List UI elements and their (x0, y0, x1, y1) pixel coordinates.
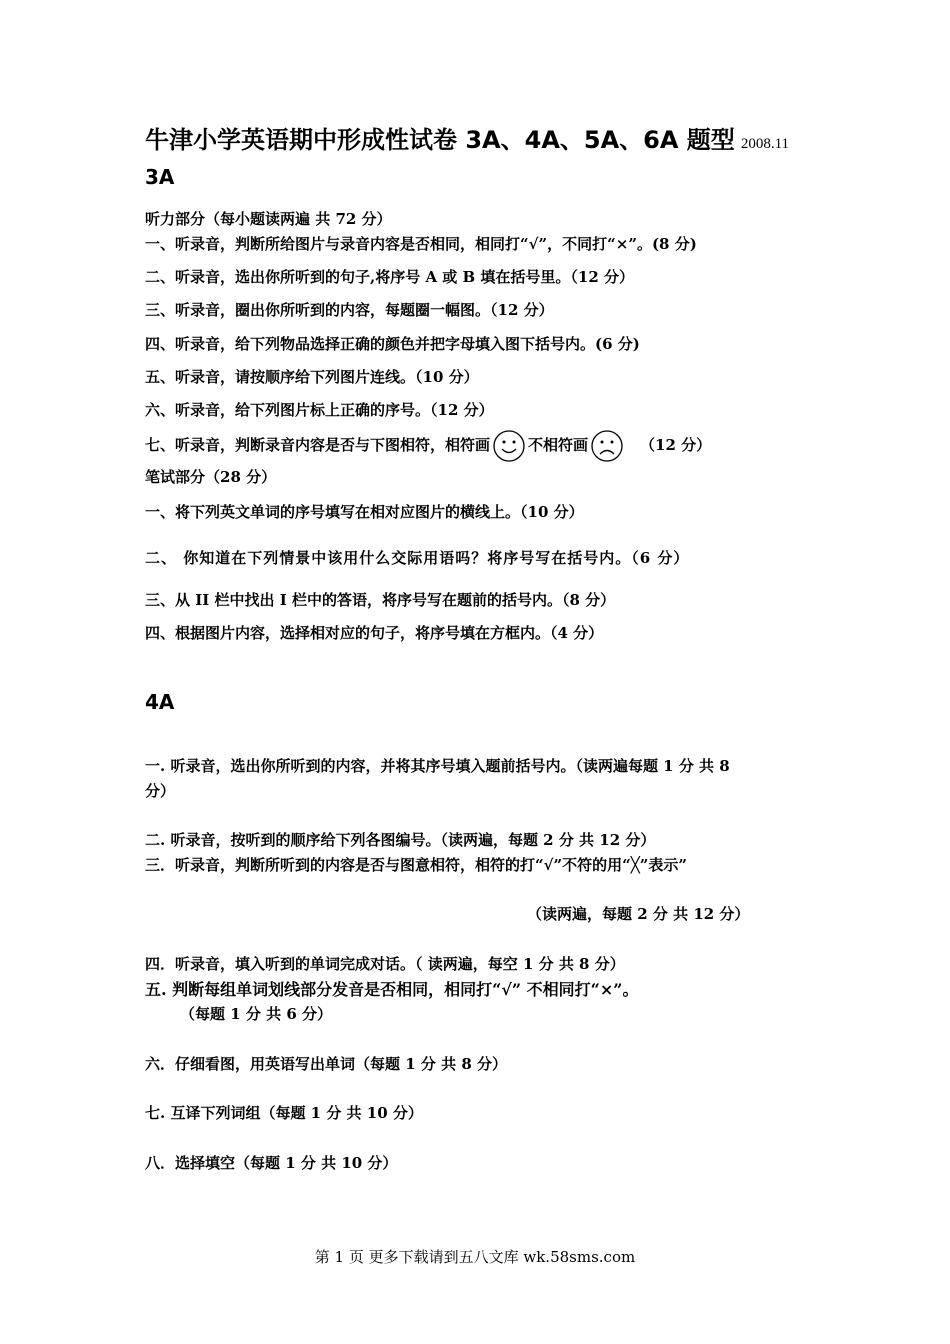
smiley-face-icon (492, 429, 526, 463)
page-footer: 第 1 页 更多下载请到五八文库 wk.58sms.com (314, 1248, 636, 1266)
document-title (145, 120, 789, 155)
item-4a-3: 三．听录音，判断所听到的内容是否与图意相符，相符的打“√”不符的用“╳”表示” (145, 856, 688, 874)
item-4a-5: 五. 判断每组单词划线部分发音是否相同，相同打“√” 不相同打“×”。 (145, 980, 639, 999)
writing-item: 三、从 II 栏中找出 I 栏中的答语，将序号写在题前的括号内。（8 分） (145, 591, 616, 609)
listening-item: 五、听录音，请按顺序给下列图片连线。（10 分） (145, 368, 479, 386)
listening-item: 一、听录音，判断所给图片与录音内容是否相同，相同打“√”，不同打“×”。(8 分) (145, 235, 697, 253)
writing-item: 二、 你知道在下列情景中该用什么交际用语吗？将序号写在括号内。（6 分） (145, 549, 690, 567)
section-heading-3a: 3A (145, 165, 175, 189)
item-4a-4: 四．听录音，填入听到的单词完成对话。（ 读两遍，每空 1 分 共 8 分） (145, 955, 625, 973)
writing-header: 笔试部分（28 分） (145, 468, 277, 486)
item7-text-1: 七、听录音，判断录音内容是否与下图相符，相符画 (145, 436, 491, 454)
item-4a-2: 二. 听录音，按听到的顺序给下列各图编号。（读两遍，每题 2 分 共 12 分） (145, 831, 656, 849)
listening-item: 二、听录音，选出你所听到的句子,将序号 A 或 B 填在括号里。（12 分） (145, 268, 635, 286)
listening-header: 听力部分（每小题读两遍 共 72 分） (145, 210, 392, 228)
item-4a-1-cont: 分） (145, 782, 176, 800)
item7-text-3: （12 分） (640, 436, 712, 454)
listening-item: 四、听录音，给下列物品选择正确的颜色并把字母填入图下括号内。(6 分) (145, 335, 640, 353)
title-date: 2008.11 (740, 136, 790, 152)
item-4a-7: 七. 互译下列词组（每题 1 分 共 10 分） (145, 1104, 423, 1122)
sad-face-icon (590, 429, 624, 463)
writing-item: 四、根据图片内容，选择相对应的句子，将序号填在方框内。（4 分） (145, 624, 604, 642)
item-4a-8: 八．选择填空（每题 1 分 共 10 分） (145, 1154, 398, 1172)
item-4a-3-cont: （读两遍，每题 2 分 共 12 分） (527, 905, 750, 923)
writing-item: 一、将下列英文单词的序号填写在相对应图片的横线上。（10 分） (145, 503, 584, 521)
listening-item-7 (145, 428, 711, 463)
listening-item: 六、听录音，给下列图片标上正确的序号。（12 分） (145, 401, 494, 419)
section-heading-4a: 4A (145, 690, 175, 714)
listening-item: 三、听录音，圈出你所听到的内容，每题圈一幅图。（12 分） (145, 301, 554, 319)
item-4a-1: 一. 听录音，选出你所听到的内容，并将其序号填入题前括号内。（读两遍每题 1 分 共 8 (145, 757, 730, 775)
item7-text-2: 不相符画 (528, 436, 589, 454)
item-4a-6: 六．仔细看图，用英语写出单词（每题 1 分 共 8 分） (145, 1055, 507, 1073)
title-main: 牛津小学英语期中形成性试卷 3A、4A、5A、6A 题型 (145, 126, 735, 154)
item-4a-5-cont: （每题 1 分 共 6 分） (180, 1005, 332, 1023)
